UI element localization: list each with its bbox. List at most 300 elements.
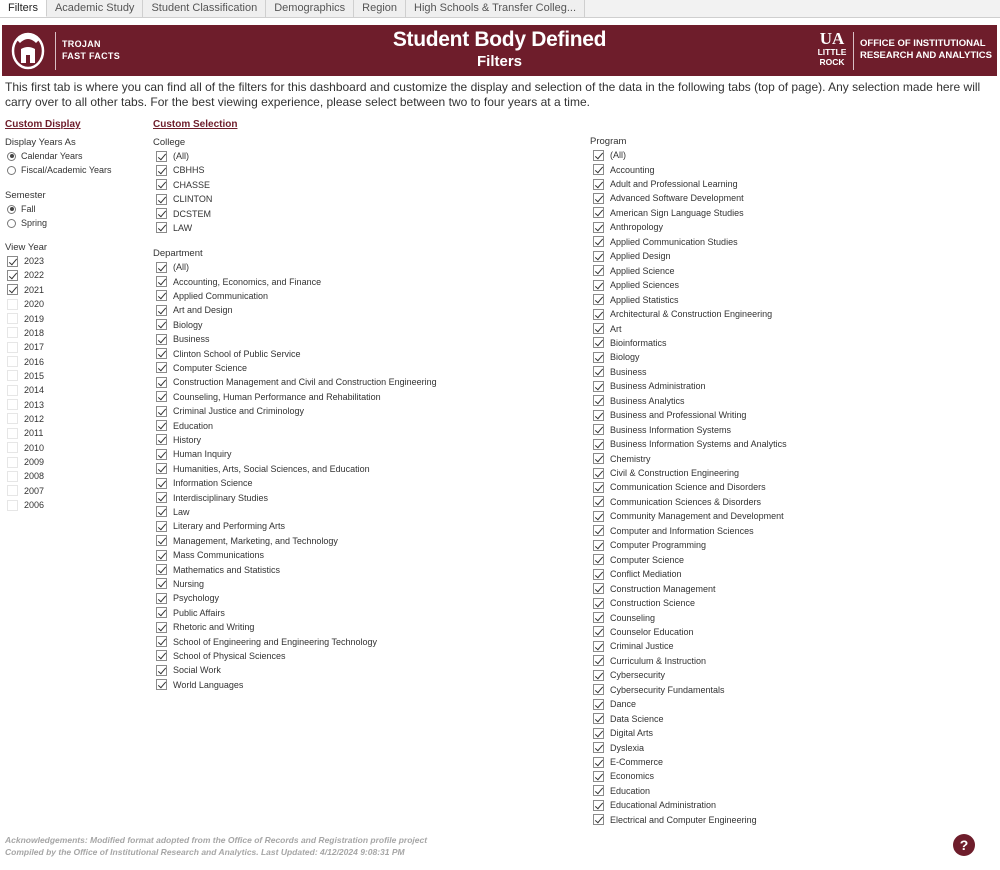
view-year-label: 2013	[24, 399, 45, 410]
college-item[interactable]	[156, 178, 210, 192]
checkbox-icon[interactable]	[593, 236, 604, 247]
department-item[interactable]	[156, 318, 203, 332]
department-item[interactable]	[156, 361, 247, 375]
radio-option-fall[interactable]	[7, 202, 36, 216]
department-item[interactable]	[156, 634, 377, 648]
department-item[interactable]	[156, 505, 190, 519]
checkbox-icon[interactable]	[7, 442, 18, 453]
trojan-helmet-logo	[8, 29, 48, 71]
college-label: DCSTEM	[173, 208, 211, 219]
view-year-item[interactable]	[7, 297, 44, 311]
department-label: School of Physical Sciences	[173, 650, 286, 661]
ua-logo-line2: LITTLE	[817, 47, 847, 57]
view-year-label: 2020	[24, 299, 45, 310]
program-label: (All)	[610, 150, 626, 161]
brand-right-line1: OFFICE OF INSTITUTIONAL	[860, 38, 986, 49]
program-item[interactable]	[593, 451, 651, 465]
checkbox-icon[interactable]	[156, 449, 167, 460]
program-item[interactable]	[593, 726, 653, 740]
checkbox-icon[interactable]	[156, 262, 167, 273]
program-item[interactable]	[593, 769, 654, 783]
view-year-label: 2022	[24, 270, 45, 281]
checkbox-icon[interactable]	[593, 294, 604, 305]
checkbox-icon[interactable]	[156, 564, 167, 575]
checkbox-icon[interactable]	[593, 150, 604, 161]
department-label: Literary and Performing Arts	[173, 521, 286, 532]
department-item[interactable]	[156, 447, 232, 461]
department-item[interactable]	[156, 346, 301, 360]
department-item[interactable]	[156, 620, 254, 634]
custom-display-heading: Custom Display	[5, 119, 81, 130]
view-year-item[interactable]	[7, 326, 44, 340]
department-label: Mass Communications	[173, 550, 265, 561]
department-item[interactable]	[156, 274, 321, 288]
compiled-by-text: Compiled by the Office of Institutional Research and Analytics. Last Updated: 4/12/2024 9:08:31 PM	[5, 847, 405, 857]
department-item[interactable]	[156, 289, 268, 303]
checkbox-icon[interactable]	[593, 468, 604, 479]
checkbox-icon[interactable]	[7, 385, 18, 396]
program-label: Counselor Education	[610, 626, 694, 637]
program-label: Art	[610, 323, 622, 334]
checkbox-icon[interactable]	[7, 471, 18, 482]
trojan-fast-facts-brand	[55, 32, 120, 70]
program-label: Business and Professional Writing	[610, 410, 747, 421]
checkbox-icon[interactable]	[156, 276, 167, 287]
checkbox-icon[interactable]	[593, 771, 604, 782]
checkbox-icon[interactable]	[7, 284, 18, 295]
radio-button-icon[interactable]	[7, 166, 16, 175]
department-label: Accounting, Economics, and Finance	[173, 276, 322, 287]
program-label: Communication Science and Disorders	[610, 482, 766, 493]
ua-logo-line1: UA	[819, 29, 845, 48]
view-year-item[interactable]	[7, 268, 44, 282]
program-item[interactable]	[593, 321, 622, 335]
program-item[interactable]	[593, 264, 675, 278]
department-label: Social Work	[173, 665, 221, 676]
checkbox-icon[interactable]	[593, 569, 604, 580]
program-item[interactable]	[593, 365, 647, 379]
department-item[interactable]	[156, 375, 437, 389]
checkbox-icon[interactable]	[593, 439, 604, 450]
checkbox-icon[interactable]	[156, 290, 167, 301]
checkbox-icon[interactable]	[593, 626, 604, 637]
checkbox-icon[interactable]	[156, 478, 167, 489]
display-years-label: Display Years As	[5, 137, 76, 148]
program-label: Business Administration	[610, 381, 706, 392]
program-item[interactable]	[593, 466, 739, 480]
radio-option-label: Fall	[21, 204, 36, 215]
program-label: Applied Design	[610, 251, 671, 262]
radio-option-calendar-years[interactable]	[7, 149, 83, 163]
oira-brand	[853, 32, 992, 70]
department-item[interactable]	[156, 404, 304, 418]
program-item[interactable]	[593, 177, 738, 191]
view-year-item[interactable]	[7, 498, 44, 512]
checkbox-icon[interactable]	[7, 500, 18, 511]
brand-right-line2: RESEARCH AND ANALYTICS	[860, 50, 992, 61]
view-year-item[interactable]	[7, 441, 44, 455]
view-year-item[interactable]	[7, 426, 43, 440]
program-item[interactable]	[593, 553, 684, 567]
view-year-item[interactable]	[7, 398, 44, 412]
program-item[interactable]	[593, 813, 757, 827]
program-item[interactable]	[593, 350, 640, 364]
tab-student-classification[interactable]: Student Classification	[143, 0, 266, 17]
checkbox-icon[interactable]	[156, 506, 167, 517]
checkbox-icon[interactable]	[593, 699, 604, 710]
department-label: Business	[173, 334, 210, 345]
department-item[interactable]	[156, 678, 243, 692]
program-item[interactable]	[593, 654, 706, 668]
college-label: LAW	[173, 222, 193, 233]
program-item[interactable]	[593, 206, 744, 220]
program-item[interactable]	[593, 639, 674, 653]
college-label: CBHHS	[173, 165, 205, 176]
department-item[interactable]	[156, 390, 381, 404]
checkbox-icon[interactable]	[156, 151, 167, 162]
department-item[interactable]	[156, 260, 189, 274]
checkbox-icon[interactable]	[156, 636, 167, 647]
tab-academic-study[interactable]: Academic Study	[47, 0, 143, 17]
checkbox-icon[interactable]	[593, 757, 604, 768]
checkbox-icon[interactable]	[156, 665, 167, 676]
program-label: Applied Communication Studies	[610, 236, 738, 247]
checkbox-icon[interactable]	[156, 319, 167, 330]
checkbox-icon[interactable]	[7, 356, 18, 367]
checkbox-icon[interactable]	[7, 327, 18, 338]
program-label: American Sign Language Studies	[610, 207, 744, 218]
checkbox-icon[interactable]	[156, 222, 167, 233]
program-item[interactable]	[593, 596, 695, 610]
checkbox-icon[interactable]	[593, 800, 604, 811]
ua-little-rock-logo	[814, 30, 850, 72]
checkbox-icon[interactable]	[156, 578, 167, 589]
program-label: Dance	[610, 699, 637, 710]
radio-option-spring[interactable]	[7, 216, 47, 230]
checkbox-icon[interactable]	[156, 650, 167, 661]
program-item[interactable]	[593, 509, 784, 523]
view-year-label: 2014	[24, 385, 45, 396]
department-label: Art and Design	[173, 305, 233, 316]
checkbox-icon[interactable]	[593, 785, 604, 796]
checkbox-icon[interactable]	[7, 413, 18, 424]
checkbox-icon[interactable]	[7, 270, 18, 281]
college-item[interactable]	[156, 221, 192, 235]
checkbox-icon[interactable]	[593, 814, 604, 825]
checkbox-icon[interactable]	[7, 342, 18, 353]
department-item[interactable]	[156, 548, 264, 562]
view-year-label: 2015	[24, 370, 45, 381]
checkbox-icon[interactable]	[156, 535, 167, 546]
program-item[interactable]	[593, 278, 679, 292]
checkbox-icon[interactable]	[156, 679, 167, 690]
checkbox-icon[interactable]	[7, 485, 18, 496]
radio-button-icon[interactable]	[7, 205, 16, 214]
checkbox-icon[interactable]	[593, 323, 604, 334]
checkbox-icon[interactable]	[7, 313, 18, 324]
checkbox-icon[interactable]	[593, 381, 604, 392]
checkbox-icon[interactable]	[593, 540, 604, 551]
page-title: Student Body Defined	[392, 28, 607, 51]
program-item[interactable]	[593, 394, 685, 408]
department-label: Clinton School of Public Service	[173, 348, 301, 359]
program-item[interactable]	[593, 220, 663, 234]
department-label: Human Inquiry	[173, 449, 232, 460]
college-item[interactable]	[156, 206, 211, 220]
checkbox-icon[interactable]	[593, 193, 604, 204]
checkbox-icon[interactable]	[593, 453, 604, 464]
department-item[interactable]	[156, 649, 286, 663]
checkbox-icon[interactable]	[593, 251, 604, 262]
view-year-item[interactable]	[7, 484, 44, 498]
checkbox-icon[interactable]	[593, 728, 604, 739]
help-button[interactable]: ?	[953, 834, 975, 856]
program-item[interactable]	[593, 538, 706, 552]
college-item[interactable]	[156, 192, 212, 206]
program-item[interactable]	[593, 668, 665, 682]
program-label: Community Management and Development	[610, 511, 784, 522]
checkbox-icon[interactable]	[156, 622, 167, 633]
program-item[interactable]	[593, 625, 694, 639]
program-label: Applied Science	[610, 265, 675, 276]
college-label: CLINTON	[173, 194, 213, 205]
department-item[interactable]	[156, 490, 268, 504]
college-label: (All)	[173, 151, 189, 162]
program-item[interactable]	[593, 423, 731, 437]
department-item[interactable]	[156, 433, 201, 447]
view-year-label: 2010	[24, 442, 45, 453]
department-label: Department	[153, 248, 203, 259]
department-item[interactable]	[156, 534, 338, 548]
department-label: Information Science	[173, 478, 253, 489]
program-label: Data Science	[610, 713, 664, 724]
checkbox-icon[interactable]	[7, 399, 18, 410]
checkbox-icon[interactable]	[593, 641, 604, 652]
program-item[interactable]	[593, 567, 682, 581]
view-year-item[interactable]	[7, 340, 44, 354]
checkbox-icon[interactable]	[7, 299, 18, 310]
checkbox-icon[interactable]	[156, 607, 167, 618]
radio-button-icon[interactable]	[7, 152, 16, 161]
checkbox-icon[interactable]	[593, 713, 604, 724]
checkbox-icon[interactable]	[156, 165, 167, 176]
checkbox-icon[interactable]	[7, 370, 18, 381]
checkbox-icon[interactable]	[593, 179, 604, 190]
checkbox-icon[interactable]	[156, 420, 167, 431]
view-year-item[interactable]	[7, 254, 44, 268]
program-item[interactable]	[593, 235, 738, 249]
checkbox-icon[interactable]	[156, 334, 167, 345]
program-label: Business Analytics	[610, 395, 685, 406]
checkbox-icon[interactable]	[156, 492, 167, 503]
program-label: Curriculum & Instruction	[610, 655, 707, 666]
department-label: Counseling, Human Performance and Rehabilitation	[173, 391, 381, 402]
checkbox-icon[interactable]	[156, 305, 167, 316]
header-banner	[2, 25, 997, 76]
program-item[interactable]	[593, 249, 671, 263]
checkbox-icon[interactable]	[156, 521, 167, 532]
view-year-item[interactable]	[7, 369, 44, 383]
checkbox-icon[interactable]	[593, 280, 604, 291]
view-year-item[interactable]	[7, 455, 44, 469]
department-item[interactable]	[156, 519, 285, 533]
checkbox-icon[interactable]	[156, 208, 167, 219]
program-item[interactable]	[593, 755, 663, 769]
department-item[interactable]	[156, 476, 253, 490]
view-year-item[interactable]	[7, 354, 44, 368]
intro-text: This first tab is where you can find all of the filters for this dashboard and customize the display and selection of the data in the following tabs (top of page). Any selection made here will carry over to all other tabs. For the best viewing experience, please select between two to four years at a time.	[5, 80, 981, 109]
checkbox-icon[interactable]	[156, 362, 167, 373]
department-item[interactable]	[156, 606, 225, 620]
department-item[interactable]	[156, 462, 370, 476]
program-item[interactable]	[593, 336, 667, 350]
program-label: Digital Arts	[610, 728, 654, 739]
radio-button-icon[interactable]	[7, 219, 16, 228]
checkbox-icon[interactable]	[7, 428, 18, 439]
view-year-label: 2018	[24, 327, 45, 338]
checkbox-icon[interactable]	[593, 395, 604, 406]
checkbox-icon[interactable]	[7, 457, 18, 468]
checkbox-icon[interactable]	[156, 550, 167, 561]
program-item[interactable]	[593, 784, 650, 798]
department-label: Applied Communication	[173, 290, 269, 301]
program-item[interactable]	[593, 293, 679, 307]
checkbox-icon[interactable]	[156, 391, 167, 402]
tab-region[interactable]: Region	[354, 0, 406, 17]
program-item[interactable]	[593, 798, 716, 812]
program-item[interactable]	[593, 307, 772, 321]
program-item[interactable]	[593, 740, 644, 754]
program-label: Cybersecurity	[610, 670, 666, 681]
department-item[interactable]	[156, 591, 219, 605]
checkbox-icon[interactable]	[593, 207, 604, 218]
program-item[interactable]	[593, 524, 754, 538]
checkbox-icon[interactable]	[593, 265, 604, 276]
department-item[interactable]	[156, 332, 210, 346]
college-label: College	[153, 137, 186, 148]
department-label: Law	[173, 506, 190, 517]
program-item[interactable]	[593, 582, 716, 596]
department-item[interactable]	[156, 562, 280, 576]
checkbox-icon[interactable]	[593, 612, 604, 623]
brand-left-line1: TROJAN	[62, 39, 101, 49]
program-item[interactable]	[593, 495, 761, 509]
program-item[interactable]	[593, 162, 655, 176]
college-item[interactable]	[156, 163, 205, 177]
checkbox-icon[interactable]	[156, 434, 167, 445]
view-year-label: 2007	[24, 485, 45, 496]
checkbox-icon[interactable]	[593, 655, 604, 666]
program-label: Chemistry	[610, 453, 651, 464]
title-block	[302, 27, 697, 70]
checkbox-icon[interactable]	[593, 670, 604, 681]
program-label: Computer Science	[610, 554, 685, 565]
checkbox-icon[interactable]	[156, 593, 167, 604]
checkbox-icon[interactable]	[593, 511, 604, 522]
radio-option-fiscal-academic-years[interactable]	[7, 163, 112, 177]
view-year-item[interactable]	[7, 469, 44, 483]
view-year-label: 2008	[24, 471, 45, 482]
program-label: Accounting	[610, 164, 655, 175]
checkbox-icon[interactable]	[593, 352, 604, 363]
checkbox-icon[interactable]	[593, 598, 604, 609]
view-year-item[interactable]	[7, 383, 44, 397]
program-label: Construction Management	[610, 583, 716, 594]
department-label: Humanities, Arts, Social Sciences, and Education	[173, 463, 370, 474]
program-item[interactable]	[593, 683, 725, 697]
checkbox-icon[interactable]	[156, 463, 167, 474]
view-year-label: 2017	[24, 342, 45, 353]
checkbox-icon[interactable]	[593, 496, 604, 507]
program-list[interactable]	[590, 148, 850, 828]
checkbox-icon[interactable]	[593, 554, 604, 565]
program-label: Criminal Justice	[610, 641, 674, 652]
program-label: Business Information Systems	[610, 424, 732, 435]
program-item[interactable]	[593, 408, 746, 422]
checkbox-icon[interactable]	[593, 164, 604, 175]
tab-demographics[interactable]: Demographics	[266, 0, 354, 17]
program-label: Counseling	[610, 612, 656, 623]
program-label: Dyslexia	[610, 742, 645, 753]
program-item[interactable]	[593, 379, 706, 393]
checkbox-icon[interactable]	[593, 583, 604, 594]
program-label: Applied Sciences	[610, 280, 680, 291]
checkbox-icon[interactable]	[593, 337, 604, 348]
checkbox-icon[interactable]	[593, 410, 604, 421]
checkbox-icon[interactable]	[593, 742, 604, 753]
program-item[interactable]	[593, 191, 744, 205]
checkbox-icon[interactable]	[593, 684, 604, 695]
department-label: History	[173, 434, 202, 445]
checkbox-icon[interactable]	[593, 525, 604, 536]
department-label: Construction Management and Civil and Construction Engineering	[173, 377, 437, 388]
department-item[interactable]	[156, 663, 221, 677]
tab-filters[interactable]: Filters	[0, 0, 47, 17]
view-year-label: 2006	[24, 500, 45, 511]
checkbox-icon[interactable]	[593, 309, 604, 320]
program-item[interactable]	[593, 697, 636, 711]
checkbox-icon[interactable]	[593, 424, 604, 435]
program-item[interactable]	[593, 480, 766, 494]
department-item[interactable]	[156, 577, 204, 591]
program-label: Educational Administration	[610, 800, 717, 811]
program-item[interactable]	[593, 148, 626, 162]
college-item[interactable]	[156, 149, 189, 163]
view-year-item[interactable]	[7, 283, 44, 297]
view-year-item[interactable]	[7, 412, 44, 426]
checkbox-icon[interactable]	[156, 377, 167, 388]
department-item[interactable]	[156, 418, 213, 432]
checkbox-icon[interactable]	[156, 406, 167, 417]
checkbox-icon[interactable]	[156, 348, 167, 359]
program-label: Cybersecurity Fundamentals	[610, 684, 725, 695]
checkbox-icon[interactable]	[156, 194, 167, 205]
checkbox-icon[interactable]	[593, 222, 604, 233]
view-year-item[interactable]	[7, 311, 44, 325]
program-label: Computer Programming	[610, 540, 707, 551]
checkbox-icon[interactable]	[593, 482, 604, 493]
program-label: Construction Science	[610, 598, 696, 609]
checkbox-icon[interactable]	[7, 256, 18, 267]
program-item[interactable]	[593, 437, 787, 451]
program-item[interactable]	[593, 712, 664, 726]
department-item[interactable]	[156, 303, 233, 317]
checkbox-icon[interactable]	[156, 179, 167, 190]
tab-high-schools-transfer-colleg[interactable]: High Schools & Transfer Colleg...	[406, 0, 585, 17]
program-item[interactable]	[593, 610, 655, 624]
department-label: Psychology	[173, 593, 220, 604]
checkbox-icon[interactable]	[593, 366, 604, 377]
